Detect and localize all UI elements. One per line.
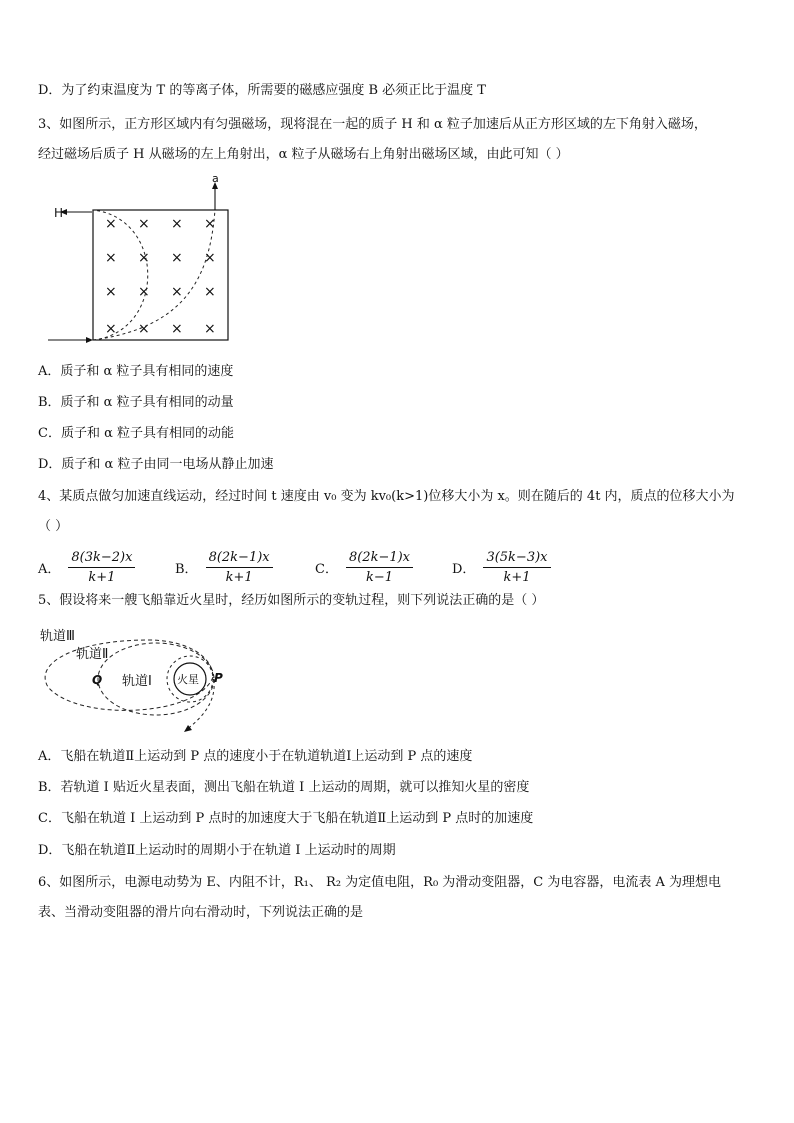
- alpha-label: a: [212, 172, 219, 185]
- orbit-1-label: 轨道Ⅰ: [122, 674, 152, 689]
- field-cross-mark: ×: [171, 284, 183, 300]
- q3-magnetic-field-figure: [40, 172, 250, 352]
- orbit-3-label: 轨道Ⅲ: [40, 629, 75, 644]
- field-cross-mark: ×: [138, 284, 150, 300]
- point-p-label: P: [214, 671, 223, 685]
- field-cross-mark: ×: [138, 321, 150, 337]
- q4-option-b: B． $\frac{8(2k-1)x}{k+1}$: [175, 546, 273, 588]
- q3-stem-line1: 3、如图所示，正方形区域内有匀强磁场，现将混在一起的质子 H 和 α 粒子加速后从正方形区域的左下角射入磁场，: [38, 117, 707, 132]
- q5-orbit-figure: [38, 622, 238, 734]
- point-q-label: Q: [92, 673, 103, 687]
- q5-option-d: D．飞船在轨道Ⅱ上运动时的周期小于在轨道 I 上运动时的周期: [38, 843, 396, 858]
- q4-stem-line2: （ ）: [38, 519, 69, 534]
- field-cross-mark: ×: [105, 321, 117, 337]
- field-cross-mark: ×: [204, 284, 216, 300]
- field-cross-mark: ×: [171, 321, 183, 337]
- q5-option-b: B．若轨道 I 贴近火星表面，测出飞船在轨道 I 上运动的周期，就可以推知火星的密度: [38, 780, 530, 795]
- q4-options-row: [38, 546, 758, 588]
- q3-option-d: D．质子和 α 粒子由同一电场从静止加速: [38, 457, 274, 472]
- field-cross-mark: ×: [105, 216, 117, 232]
- q5-option-c: C．飞船在轨道 I 上运动到 P 点时的加速度大于飞船在轨道Ⅱ上运动到 P 点时的加速度: [38, 811, 534, 826]
- q4-option-d: D． $\frac{3(5k-3)x}{k+1}$: [452, 546, 551, 588]
- field-cross-mark: ×: [105, 284, 117, 300]
- orbit-2-label: 轨道Ⅱ: [76, 647, 109, 662]
- field-cross-marks: [105, 216, 216, 337]
- q4-stem-line1: 4、某质点做匀加速直线运动，经过时间 t 速度由 v₀ 变为 kv₀(k>1)位移大小为 x。则在随后的 4t 内，质点的位移大小为: [38, 489, 735, 504]
- field-cross-mark: ×: [171, 216, 183, 232]
- q3-option-a: A．质子和 α 粒子具有相同的速度: [38, 364, 234, 379]
- q3-option-c: C．质子和 α 粒子具有相同的动能: [38, 426, 234, 441]
- q2-option-d: D．为了约束温度为 T 的等离子体，所需要的磁感应强度 B 必须正比于温度 T: [38, 83, 486, 98]
- field-cross-mark: ×: [204, 321, 216, 337]
- q4-option-c: C． $\frac{8(2k-1)x}{k-1}$: [315, 546, 413, 588]
- q5-option-a: A．飞船在轨道Ⅱ上运动到 P 点的速度小于在轨道轨道Ⅰ上运动到 P 点的速度: [38, 749, 473, 764]
- field-cross-mark: ×: [138, 216, 150, 232]
- field-cross-mark: ×: [204, 250, 216, 266]
- field-cross-mark: ×: [171, 250, 183, 266]
- q5-stem: 5、假设将来一艘飞船靠近火星时，经历如图所示的变轨过程，则下列说法正确的是（ ）: [38, 593, 545, 608]
- q4-option-a: A． $\frac{8(3k-2)x}{k+1}$: [38, 546, 135, 588]
- field-cross-mark: ×: [204, 216, 216, 232]
- field-cross-mark: ×: [105, 250, 117, 266]
- approach-trajectory: [186, 680, 214, 730]
- q6-stem-line2: 表、当滑动变阻器的滑片向右滑动时，下列说法正确的是: [38, 905, 364, 920]
- mars-label: 火星: [177, 673, 199, 686]
- field-cross-mark: ×: [138, 250, 150, 266]
- q3-option-b: B．质子和 α 粒子具有相同的动量: [38, 395, 234, 410]
- q6-stem-line1: 6、如图所示，电源电动势为 E、内阻不计，R₁、 R₂ 为定值电阻，R₀ 为滑动变阻器，C 为电容器，电流表 A 为理想电: [38, 875, 722, 890]
- proton-label: H: [54, 206, 64, 220]
- q3-stem-line2: 经过磁场后质子 H 从磁场的左上角射出，α 粒子从磁场右上角射出磁场区域，由此可知（ ）: [38, 147, 569, 162]
